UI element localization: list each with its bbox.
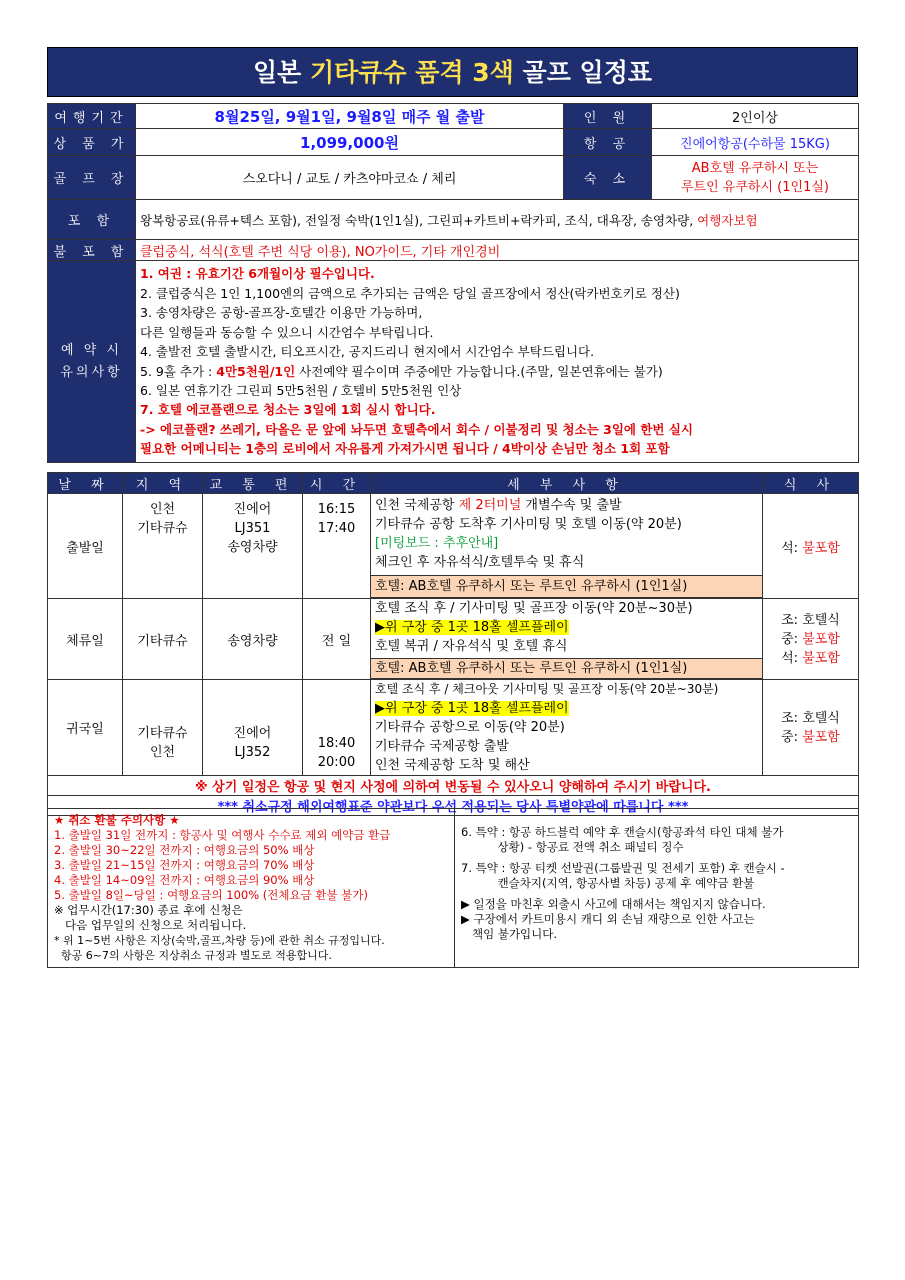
cancel-note: ※ 업무시간(17:30) 종료 후에 신청은 [54, 903, 243, 917]
special-item: 6. 특약 : 항공 하드블럭 예약 후 캔슬시(항공좌석 타인 대체 불가 [461, 825, 784, 839]
cancel-policy-notice: *** 취소규정 해외여행표준 약관보다 우선 적용되는 당사 특별약관에 따릅니다 *** [48, 796, 859, 816]
people-label: 인 원 [564, 104, 652, 129]
schedule-warning: ※ 상기 일정은 항공 및 현지 사정에 의하여 변동될 수 있사오니 양해하여 주시기 바랍니다. [48, 776, 859, 796]
special-item: ▶ 일정을 마친후 외출시 사고에 대해서는 책임지지 않습니다. [461, 897, 766, 911]
special-item: 캔슬차지(지역, 항공사별 차등) 공제 후 예약금 환불 [461, 876, 755, 890]
day1-time: 16:15 17:40 [303, 494, 371, 599]
note-item: 6. 일본 연휴기간 그린피 5만5천원 / 호텔비 5만5천원 인상 [140, 382, 462, 398]
cancel-left [48, 809, 455, 968]
price-value: 1,099,000원 [136, 129, 564, 156]
page-title: 일본 기타큐슈 품격 3색 골프 일정표 [47, 47, 858, 97]
cancel-title: ★ 취소 환불 주의사항 ★ [54, 813, 180, 827]
day1-name: 출발일 [48, 494, 123, 599]
golf-value: 스오다니 / 교토 / 카츠야마코쇼 / 체리 [136, 156, 564, 200]
note-item: 4. 출발전 호텔 출발시간, 티오프시간, 공지드리니 현지에서 시간엄수 부탁드립니다. [140, 344, 595, 360]
exclude-value: 클럽중식, 석식(호텔 주변 식당 이용), NO가이드, 기타 개인경비 [136, 240, 859, 261]
notes-list [136, 261, 859, 463]
cancel-note: 다음 업무일의 신청으로 처리됩니다. [54, 918, 247, 932]
cancel-item: 2. 출발일 30~22일 전까지 : 여행요금의 50% 배상 [54, 843, 315, 857]
day3-name: 귀국일 [48, 680, 123, 776]
day2-name: 체류일 [48, 599, 123, 680]
schedule-table [47, 472, 859, 816]
day1-hotel: 호텔: AB호텔 유쿠하시 또는 루트인 유쿠하시 (1인1실) [371, 575, 762, 598]
air-label: 항 공 [564, 129, 652, 156]
day3-meal: 조: 호텔식 중: 불포함 [763, 680, 859, 776]
cancel-item: 3. 출발일 21~15일 전까지 : 여행요금의 70% 배상 [54, 858, 315, 872]
header-meal: 식 사 [763, 473, 859, 494]
note-item: 1. 여권 : 유효기간 6개월이상 필수입니다. [140, 266, 375, 282]
notes-label: 예 약 시 유의사항 [48, 261, 136, 463]
air-value: 진에어항공(수하물 15KG) [652, 129, 859, 156]
note-item: 2. 클럽중식은 1인 1,100엔의 금액으로 추가되는 금액은 당일 골프장에서 정산(락카번호키로 정산) [140, 285, 680, 301]
cancel-table [47, 808, 859, 968]
people-value: 2인이상 [652, 104, 859, 129]
special-item: 상황) - 항공료 전액 취소 패널티 징수 [461, 840, 684, 854]
price-label: 상 품 가 [48, 129, 136, 156]
note-item: 다른 일행들과 동승할 수 있으니 시간엄수 부탁립니다. [140, 324, 434, 340]
special-item: 책임 불가입니다. [461, 927, 558, 941]
exclude-label: 불 포 함 [48, 240, 136, 261]
cancel-item: 4. 출발일 14~09일 전까지 : 여행요금의 90% 배상 [54, 873, 315, 887]
day3-region: 기타큐슈 인천 [123, 680, 203, 776]
period-value: 8월25일, 9월1일, 9월8일 매주 월 출발 [136, 104, 564, 129]
cancel-right [455, 809, 859, 968]
day1-meal: 석: 불포함 [763, 494, 859, 599]
day2-detail: 호텔 조식 후 / 기사미팅 및 골프장 이동(약 20분~30분) ▶위 구장 중 1곳 18홀 셀프플레이 호텔 복귀 / 자유석식 및 호텔 휴식 호텔: AB호텔 유쿠하시 또는 루트인 유쿠하시 (1인1실) [371, 599, 763, 680]
note-item: 필요한 어메니티는 1층의 로비에서 자유롭게 가져가시면 됩니다 / 4박이상 손님만 청소 1회 포함 [140, 441, 670, 457]
include-value: 왕복항공료(유류+텍스 포함), 전일정 숙박(1인1실), 그린피+카트비+락카피, 조식, 대욕장, 송영차량, 여행자보험 [136, 200, 859, 240]
note-item: 3. 송영차량은 공항-골프장-호텔간 이용만 가능하며, [140, 305, 423, 321]
special-item: ▶ 구장에서 카트미용시 캐디 외 손님 재량으로 인한 사고는 [461, 912, 755, 926]
info-table [47, 103, 859, 463]
period-label: 여행기간 [48, 104, 136, 129]
special-item: 7. 특약 : 항공 티켓 선발권(그룹발권 및 전세기 포함) 후 캔슬시 - [461, 861, 785, 875]
day1-transport: 진에어 LJ351 송영차량 [203, 494, 303, 599]
day2-meal: 조: 호텔식 중: 불포함 석: 불포함 [763, 599, 859, 680]
header-detail: 세 부 사 항 [371, 473, 763, 494]
include-label: 포 함 [48, 200, 136, 240]
header-time: 시 간 [303, 473, 371, 494]
hotel-label: 숙 소 [564, 156, 652, 200]
day2-region: 기타큐슈 [123, 599, 203, 680]
header-date: 날 짜 [48, 473, 123, 494]
cancel-item: 1. 출발일 31일 전까지 : 항공사 및 여행사 수수료 제외 예약금 환급 [54, 828, 391, 842]
note-item: -> 에코플랜? 쓰레기, 타올은 문 앞에 놔두면 호텔측에서 회수 / 이불정리 및 청소는 3일에 한번 실시 [140, 421, 693, 437]
day1-region: 인천 기타큐슈 [123, 494, 203, 599]
day2-row [48, 599, 859, 680]
day3-time: 18:40 20:00 [303, 680, 371, 776]
day3-detail: 호텔 조식 후 / 체크아웃 기사미팅 및 골프장 이동(약 20분~30분) ▶위 구장 중 1곳 18홀 셀프플레이 기타큐슈 공항으로 이동(약 20분) 기타큐슈 국제공항 출발 인천 국제공항 도착 및 해산 [371, 680, 763, 776]
day3-row [48, 680, 859, 776]
day1-detail: 인천 국제공항 제 2터미널 개별수속 및 출발 기타큐슈 공항 도착후 기사미팅 및 호텔 이동(약 20분) [미팅보드 : 추후안내] 체크인 후 자유석식/호텔투숙 및 휴식 호텔: AB호텔 유쿠하시 또는 루트인 유쿠하시 (1인1실) [371, 494, 763, 599]
day2-transport: 송영차량 [203, 599, 303, 680]
day2-hotel: 호텔: AB호텔 유쿠하시 또는 루트인 유쿠하시 (1인1실) [371, 658, 762, 679]
day2-time: 전 일 [303, 599, 371, 680]
day3-transport: 진에어 LJ352 [203, 680, 303, 776]
golf-label: 골 프 장 [48, 156, 136, 200]
note-item: 7. 호텔 에코플랜으로 청소는 3일에 1회 실시 합니다. [140, 402, 436, 418]
cancel-note: * 위 1~5번 사항은 지상(숙박,골프,차량 등)에 관한 취소 규정입니다. [54, 934, 385, 947]
header-region: 지 역 [123, 473, 203, 494]
header-transport: 교 통 편 [203, 473, 303, 494]
hotel-value: AB호텔 유쿠하시 또는 루트인 유쿠하시 (1인1실) [652, 156, 859, 200]
cancel-item: 5. 출발일 8일~당일 : 여행요금의 100% (전체요금 환불 불가) [54, 888, 368, 902]
cancel-note: 항공 6~7의 사항은 지상취소 규정과 별도로 적용합니다. [54, 949, 332, 962]
day1-row [48, 494, 859, 599]
note-item: 5. 9홀 추가 : 4만5천원/1인 사전예약 필수이며 주중에만 가능합니다.(주말, 일본연휴에는 불가) [140, 363, 663, 379]
